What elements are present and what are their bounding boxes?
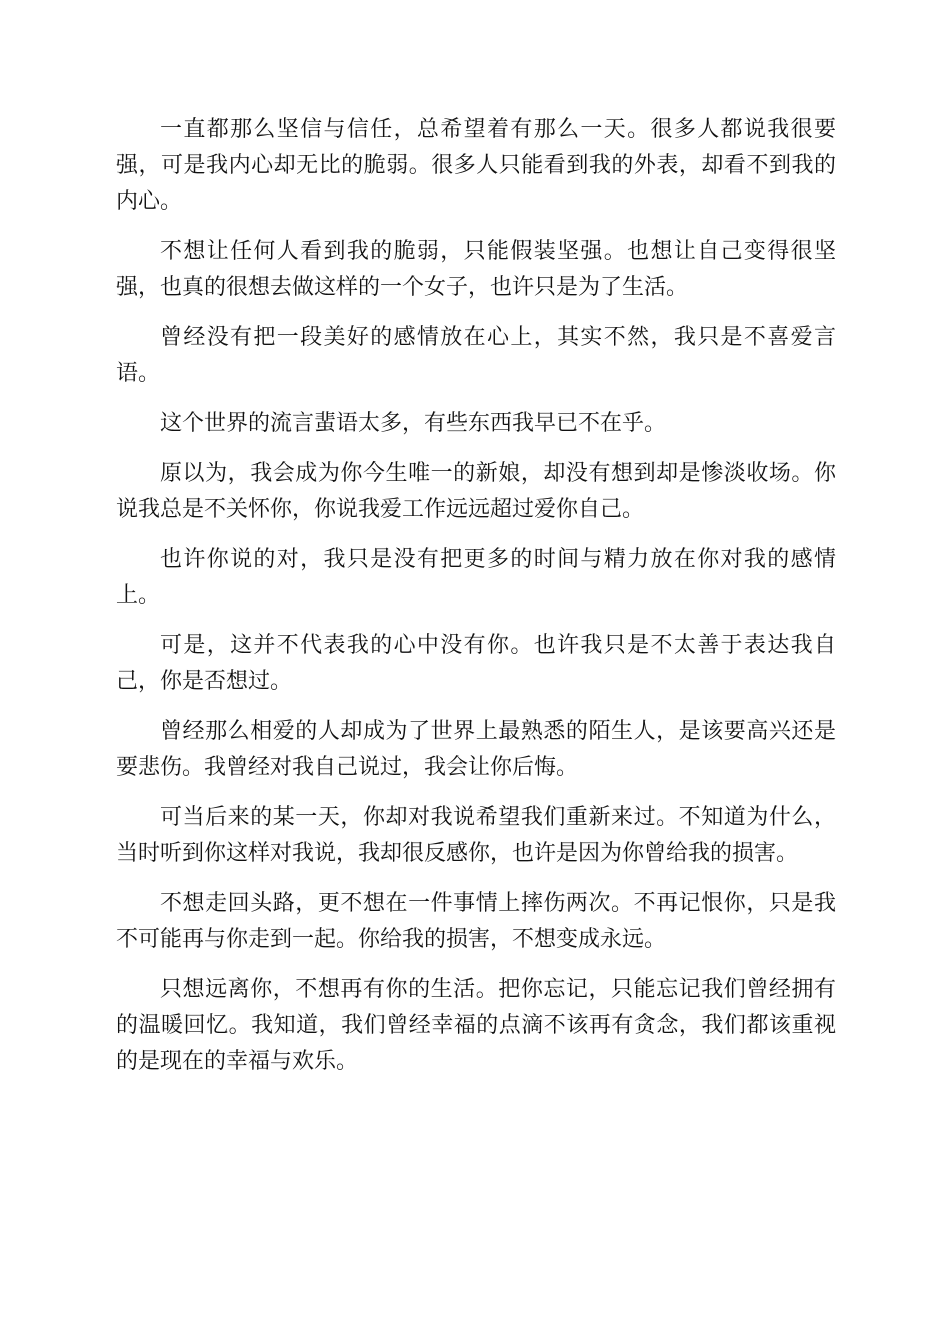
paragraph: 只想远离你，不想再有你的生活。把你忘记，只能忘记我们曾经拥有的温暖回忆。我知道，我们曾经幸福的点滴不该再有贪念，我们都该重视的是现在的幸福与欢乐。 [116,977,836,1074]
paragraph: 可当后来的某一天，你却对我说希望我们重新来过。不知道为什么，当时听到你这样对我说，我却很反感你，也许是因为你曾给我的损害。 [116,805,836,866]
paragraph: 这个世界的流言蜚语太多，有些东西我早已不在乎。 [160,411,667,436]
paragraph: 曾经没有把一段美好的感情放在心上，其实不然，我只是不喜爱言语。 [116,325,836,386]
paragraph: 曾经那么相爱的人却成为了世界上最熟悉的陌生人，是该要高兴还是要悲伤。我曾经对我自己说过，我会让你后悔。 [116,719,836,780]
paragraph: 原以为，我会成为你今生唯一的新娘，却没有想到却是惨淡收场。你说我总是不关怀你，你说我爱工作远远超过爱你自己。 [116,461,836,522]
document-body [116,112,836,1094]
paragraph: 可是，这并不代表我的心中没有你。也许我只是不太善于表达我自己，你是否想过。 [116,633,836,694]
paragraph: 一直都那么坚信与信任，总希望着有那么一天。很多人都说我很要强，可是我内心却无比的脆弱。很多人只能看到我的外表，却看不到我的内心。 [116,117,836,214]
paragraph: 不想让任何人看到我的脆弱，只能假装坚强。也想让自己变得很坚强，也真的很想去做这样的一个女子，也许只是为了生活。 [116,239,836,300]
paragraph: 也许你说的对，我只是没有把更多的时间与精力放在你对我的感情上。 [116,547,836,608]
paragraph: 不想走回头路，更不想在一件事情上摔伤两次。不再记恨你，只是我不可能再与你走到一起。你给我的损害，不想变成永远。 [116,891,836,952]
